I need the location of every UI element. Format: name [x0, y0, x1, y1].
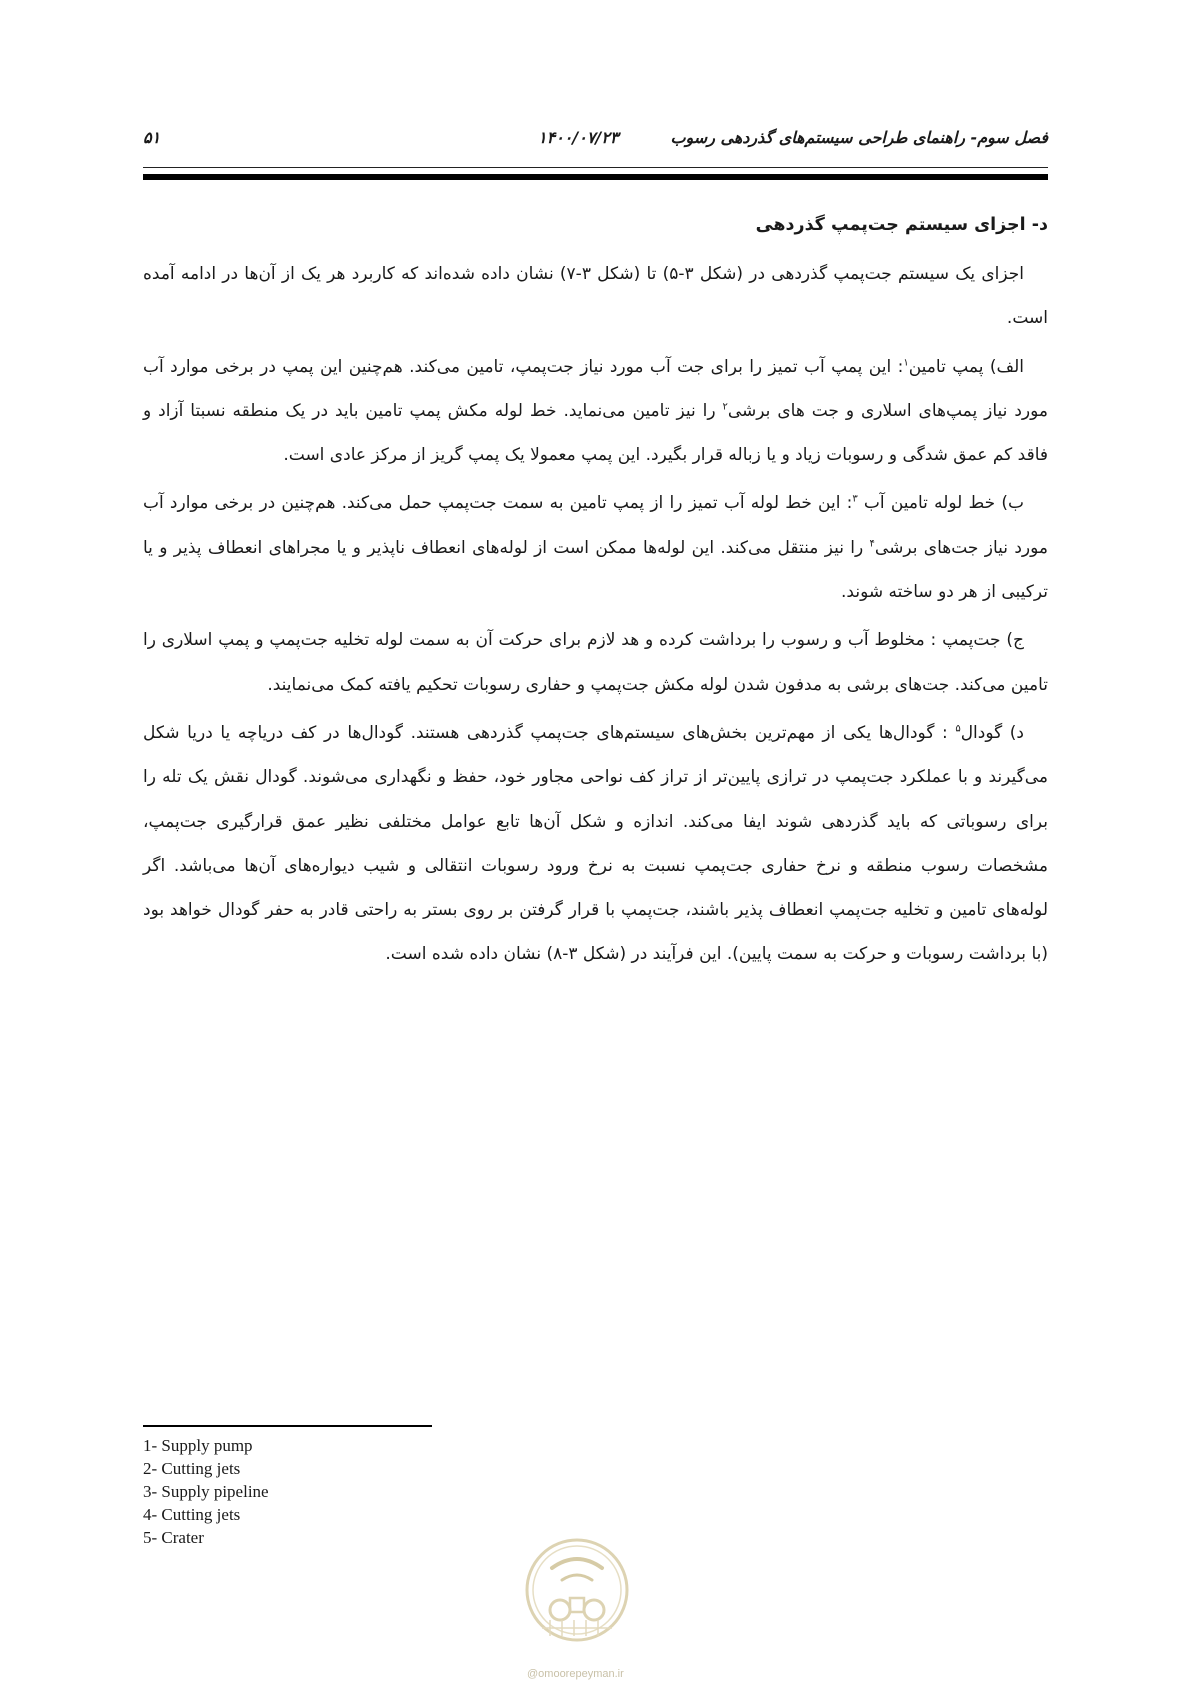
- watermark-logo: [522, 1528, 632, 1668]
- footnote-item: 4- Cutting jets: [143, 1505, 241, 1524]
- paragraph-lead: ب) خط لوله تامین آب: [857, 493, 1024, 514]
- footnote-item: 1- Supply pump: [143, 1436, 253, 1455]
- header-rule-thick: [143, 174, 1048, 180]
- section-heading: د- اجزای سیستم جت‌پمپ گذردهی: [755, 215, 1048, 235]
- footnote-item: 2- Cutting jets: [143, 1459, 241, 1478]
- paragraph-text: : این خط لوله آب تمیز را از پمپ تامین به سمت جت‌پمپ حمل می‌کند. هم‌چنین در برخی موارد آب مورد نیاز جت‌های برشی: [143, 493, 1048, 558]
- paragraph-text: را نیز تامین می‌نماید. خط لوله مکش پمپ تامین باید در یک منطقه نسبتا آزاد و فاقد کم عمق شدگی و رسوبات زیاد و یا زباله قرار بگیرد. این پمپ معمولا یک پمپ گریز از مرکز عادی است.: [143, 400, 1048, 466]
- paragraph-text: را نیز منتقل می‌کند. این لوله‌ها ممکن است از لوله‌های انعطاف ناپذیر و یا مجراهای انعطاف پذیر و یا ترکیبی از هر دو ساخته شوند.: [143, 537, 1048, 603]
- paragraph-supply-pipeline: [143, 481, 1048, 614]
- page-header: [143, 128, 1048, 158]
- watermark-url: @omoorepeyman.ir: [527, 1668, 624, 1680]
- footnote-rule: [143, 1425, 432, 1427]
- header-rule-thin: [143, 167, 1048, 168]
- footnote-marker: ۱: [903, 356, 909, 368]
- paragraph-text: : گودال‌ها یکی از مهم‌ترین بخش‌های سیستم‌های جت‌پمپ گذردهی هستند. گودال‌ها در کف دریاچه یا دریا شکل می‌گیرند و با عملکرد جت‌پمپ در ترازی پایین‌تر از تراز کف نواحی مجاور خود، حفظ و نگهداری می‌شوند. گودال نقش یک تله را برای رسوباتی که باید گذردهی شوند ایفا می‌کند. اندازه و شکل آن‌ها تابع عوامل مختلفی نظیر عمق قرارگیری جت‌پمپ، مشخصات رسوب منطقه و نرخ حفاری جت‌پمپ نسبت به نرخ ورود رسوبات انتقالی و شیب دیواره‌های آن‌ها می‌باشد. اگر لوله‌های تامین و تخلیه جت‌پمپ انعطاف پذیر باشند، جت‌پمپ با قرار گرفتن بر روی بستر به راحتی قادر به حفر گودال خواهد بود (با برداشت رسوبات و حرکت به سمت پایین). این فرآیند در (شکل ۳-۸) نشان داده شده است.: [143, 722, 1048, 965]
- header-date: ۱۴۰۰/۰۷/۲۳: [538, 128, 619, 147]
- paragraph-lead: الف) پمپ تامین: [908, 356, 1024, 377]
- paragraph-intro: اجزای یک سیستم جت‌پمپ گذردهی در (شکل ۳-۵) تا (شکل ۳-۷) نشان داده شده‌اند که کاربرد هر یک از آن‌ها در ادامه آمده است.: [143, 264, 1048, 329]
- paragraph-crater: [143, 711, 1048, 977]
- footnotes: [143, 1434, 269, 1549]
- paragraph-supply-pump: [143, 345, 1048, 478]
- paragraph-lead: د) گودال: [960, 722, 1024, 743]
- footnote-marker: ۵: [955, 723, 961, 735]
- page-number: ۵۱: [143, 128, 161, 147]
- watermark-seal-icon: [522, 1528, 632, 1668]
- main-content: [143, 208, 1048, 981]
- paragraph-jet-pump: ج) جت‌پمپ : مخلوط آب و رسوب را برداشت کرده و هد لازم برای حرکت آن به سمت لوله تخلیه جت‌پمپ و پمپ اسلاری را تامین می‌کند. جت‌های برشی به مدفون شدن لوله مکش جت‌پمپ و حفاری رسوبات تحکیم یافته کمک می‌نمایند.: [143, 630, 1048, 695]
- footnote-marker: ۴: [869, 538, 875, 550]
- paragraph-text: : این پمپ آب تمیز را برای جت آب مورد نیاز جت‌پمپ، تامین می‌کند. هم‌چنین این پمپ در برخی موارد آب مورد نیاز پمپ‌های اسلاری و جت های برشی: [143, 356, 1048, 421]
- footnote-item: 3- Supply pipeline: [143, 1482, 269, 1501]
- footnote-marker: ۳: [852, 493, 858, 505]
- footnote-marker: ۲: [722, 401, 728, 413]
- footnote-item: 5- Crater: [143, 1528, 204, 1547]
- header-title: فصل سوم- راهنمای طراحی سیستم‌های گذردهی رسوب: [670, 128, 1048, 147]
